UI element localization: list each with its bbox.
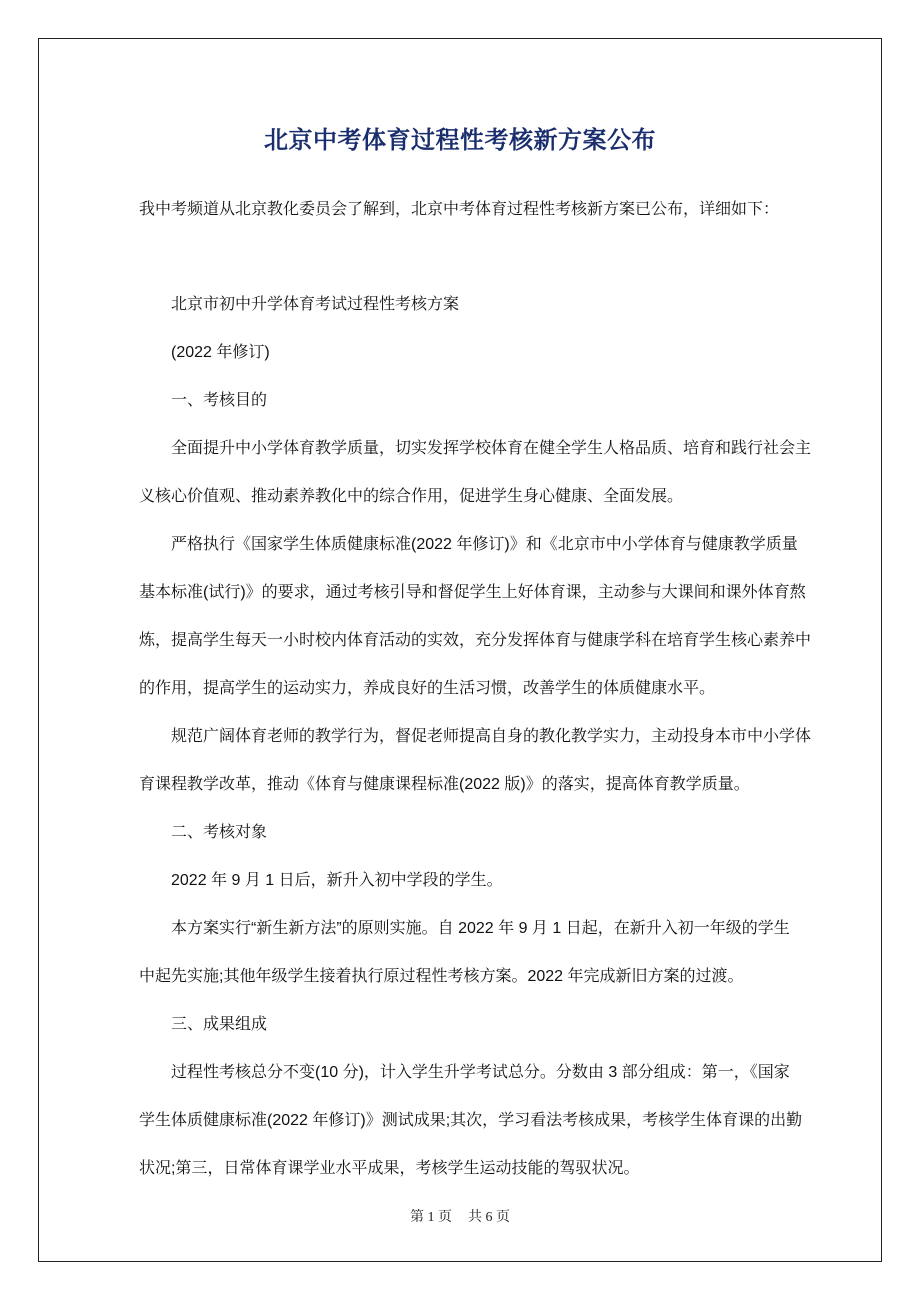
paragraph-line: 炼，提高学生每天一小时校内体育活动的实效，充分发挥体育与健康学科在培育学生核心素养中 — [139, 632, 812, 649]
paragraph-line: 过程性考核总分不变(10 分)，计入学生升学考试总分。分数由 3 部分组成：第一，《国家 — [171, 1064, 790, 1081]
paragraph-line: 严格执行《国家学生体质健康标准(2022 年修订)》和《北京市中小学体育与健康教学质量 — [171, 536, 798, 553]
paragraph-line: 本方案实行“新生新方法”的原则实施。自 2022 年 9 月 1 日起，在新升入初一年级的学生 — [171, 920, 790, 937]
paragraph-line: 2022 年 9 月 1 日后，新升入初中学段的学生。 — [171, 872, 503, 889]
paragraph-line: 基本标准(试行)》的要求，通过考核引导和督促学生上好体育课，主动参与大课间和课外体育熬 — [139, 584, 806, 601]
paragraph-line: 的作用，提高学生的运动实力，养成良好的生活习惯，改善学生的体质健康水平。 — [139, 680, 716, 697]
section-heading: 三、成果组成 — [171, 1016, 268, 1033]
section-heading: 二、考核对象 — [171, 824, 268, 841]
section-heading: 一、考核目的 — [171, 392, 268, 409]
page-total: 共 6 页 — [468, 1210, 510, 1225]
paragraph-line: 义核心价值观、推动素养教化中的综合作用，促进学生身心健康、全面发展。 — [139, 488, 684, 505]
paragraph-line: 状况;第三，日常体育课学业水平成果，考核学生运动技能的驾驭状况。 — [139, 1160, 640, 1177]
intro-paragraph: 我中考频道从北京教化委员会了解到，北京中考体育过程性考核新方案已公布，详细如下： — [139, 201, 780, 218]
paragraph-line: 育课程教学改革，推动《体育与健康课程标准(2022 版)》的落实，提高体育教学质量。 — [139, 776, 750, 793]
paragraph-line: 学生体质健康标准(2022 年修订)》测试成果;其次，学习看法考核成果，考核学生体育课的出勤 — [139, 1112, 803, 1129]
document-title: 北京中考体育过程性考核新方案公布 — [264, 127, 656, 154]
plan-revision: (2022 年修订) — [171, 344, 270, 361]
plan-title: 北京市初中升学体育考试过程性考核方案 — [171, 296, 460, 313]
page-footer — [0, 1206, 920, 1226]
paragraph-line: 中起先实施;其他年级学生接着执行原过程性考核方案。2022 年完成新旧方案的过渡。 — [139, 968, 744, 985]
paragraph-line: 全面提升中小学体育教学质量，切实发挥学校体育在健全学生人格品质、培育和践行社会主 — [171, 440, 812, 457]
page-number: 第 1 页 — [410, 1210, 452, 1225]
paragraph-line: 规范广阔体育老师的教学行为，督促老师提高自身的教化教学实力，主动投身本市中小学体 — [171, 728, 812, 745]
